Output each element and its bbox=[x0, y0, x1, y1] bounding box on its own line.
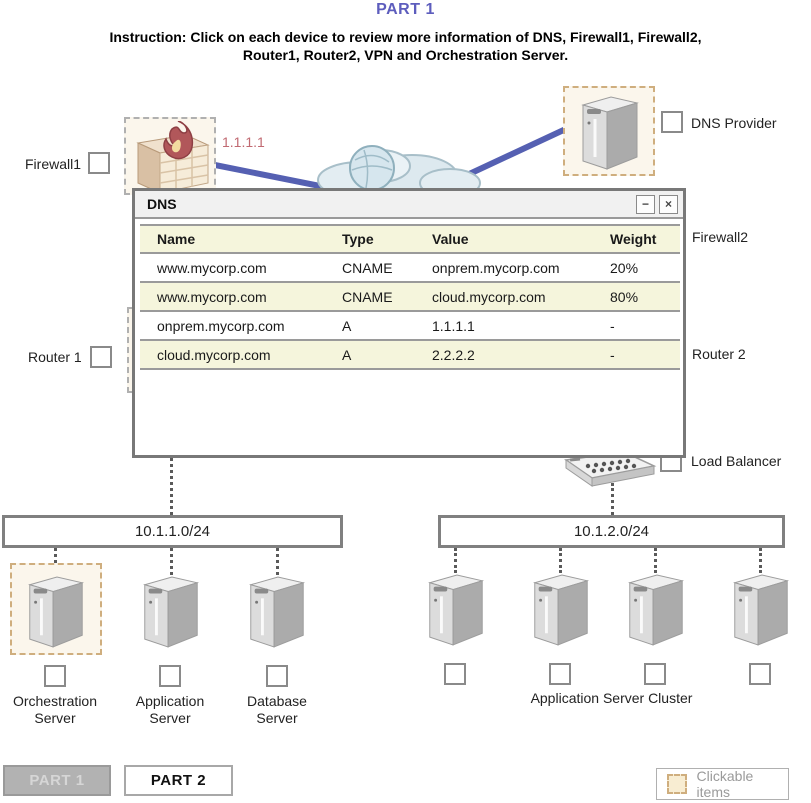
dns-records-table bbox=[140, 224, 680, 370]
cell-type: CNAME bbox=[342, 282, 432, 311]
cluster-server-icon bbox=[422, 566, 490, 650]
firewall1-ip-label: 1.1.1.1 bbox=[222, 134, 265, 150]
cell-weight: 20% bbox=[610, 253, 680, 282]
clickable-items-legend bbox=[656, 768, 789, 800]
router1-checkbox[interactable] bbox=[90, 346, 112, 368]
col-header-name: Name bbox=[140, 225, 342, 253]
cluster-server4-checkbox[interactable] bbox=[749, 663, 771, 685]
dns-provider-server-icon bbox=[575, 91, 645, 171]
router2-label: Router 2 bbox=[692, 346, 746, 362]
cluster-server2-checkbox[interactable] bbox=[549, 663, 571, 685]
page-title: PART 1 bbox=[376, 1, 435, 18]
application-server-icon bbox=[137, 568, 205, 652]
firewall2-label: Firewall2 bbox=[692, 229, 749, 245]
subnet2-box: 10.1.2.0/24 bbox=[438, 515, 785, 548]
subnet1-box: 10.1.1.0/24 bbox=[2, 515, 343, 548]
close-icon[interactable]: × bbox=[659, 195, 678, 214]
clickable-items-label: Clickable items bbox=[696, 768, 754, 800]
firewall1-label: Firewall1 bbox=[25, 156, 82, 172]
cell-type: A bbox=[342, 340, 432, 369]
orchestration-server-label: Orchestration Server bbox=[12, 693, 98, 726]
cell-value: cloud.mycorp.com bbox=[432, 282, 610, 311]
cell-name: www.mycorp.com bbox=[140, 282, 342, 311]
dns-dialog bbox=[132, 188, 686, 458]
dns-dialog-title: DNS bbox=[147, 196, 177, 212]
cell-value: onprem.mycorp.com bbox=[432, 253, 610, 282]
part2-tab-button[interactable]: PART 2 bbox=[124, 765, 233, 796]
table-row bbox=[140, 311, 680, 340]
database-server-checkbox[interactable] bbox=[266, 665, 288, 687]
router1-label: Router 1 bbox=[28, 349, 82, 365]
cluster-server1-checkbox[interactable] bbox=[444, 663, 466, 685]
database-server-label: Database Server bbox=[247, 693, 307, 726]
minimize-icon[interactable]: − bbox=[636, 195, 655, 214]
cell-type: A bbox=[342, 311, 432, 340]
firewall1-icon bbox=[128, 121, 216, 195]
cluster-server-icon bbox=[527, 566, 595, 650]
application-server-checkbox[interactable] bbox=[159, 665, 181, 687]
application-server-label: Application Server bbox=[135, 693, 205, 726]
cluster-label: Application Server Cluster bbox=[530, 690, 693, 706]
instruction-line1: Instruction: Click on each device to review more information of DNS, Firewall1, Firewall2, bbox=[109, 29, 702, 45]
orchestration-server-icon[interactable] bbox=[22, 568, 90, 652]
dns-provider-clickable-area[interactable] bbox=[563, 86, 655, 176]
load-balancer-label: Load Balancer bbox=[691, 453, 782, 469]
col-header-value: Value bbox=[432, 225, 610, 253]
firewall1-clickable-area[interactable] bbox=[124, 117, 216, 195]
part1-tab-button[interactable]: PART 1 bbox=[3, 765, 111, 796]
table-row bbox=[140, 340, 680, 369]
cell-weight: - bbox=[610, 340, 680, 369]
cell-name: cloud.mycorp.com bbox=[140, 340, 342, 369]
clickable-swatch-icon bbox=[667, 774, 687, 794]
cluster-server-icon bbox=[622, 566, 690, 650]
cell-type: CNAME bbox=[342, 253, 432, 282]
instruction-line2: Router1, Router2, VPN and Orchestration Server. bbox=[242, 47, 569, 63]
table-row bbox=[140, 282, 680, 311]
table-header-row bbox=[140, 225, 680, 253]
cell-weight: - bbox=[610, 311, 680, 340]
cluster-server-icon bbox=[727, 566, 795, 650]
connector-dialog-subnet1 bbox=[170, 458, 173, 515]
database-server-icon bbox=[243, 568, 311, 652]
cell-name: www.mycorp.com bbox=[140, 253, 342, 282]
table-row bbox=[140, 253, 680, 282]
cluster-server3-checkbox[interactable] bbox=[644, 663, 666, 685]
cell-value: 1.1.1.1 bbox=[432, 311, 610, 340]
dns-provider-label: DNS Provider bbox=[691, 115, 777, 131]
dns-dialog-titlebar[interactable] bbox=[135, 191, 683, 219]
col-header-weight: Weight bbox=[610, 225, 680, 253]
cell-name: onprem.mycorp.com bbox=[140, 311, 342, 340]
cell-value: 2.2.2.2 bbox=[432, 340, 610, 369]
cell-weight: 80% bbox=[610, 282, 680, 311]
orchestration-server-checkbox[interactable] bbox=[44, 665, 66, 687]
col-header-type: Type bbox=[342, 225, 432, 253]
